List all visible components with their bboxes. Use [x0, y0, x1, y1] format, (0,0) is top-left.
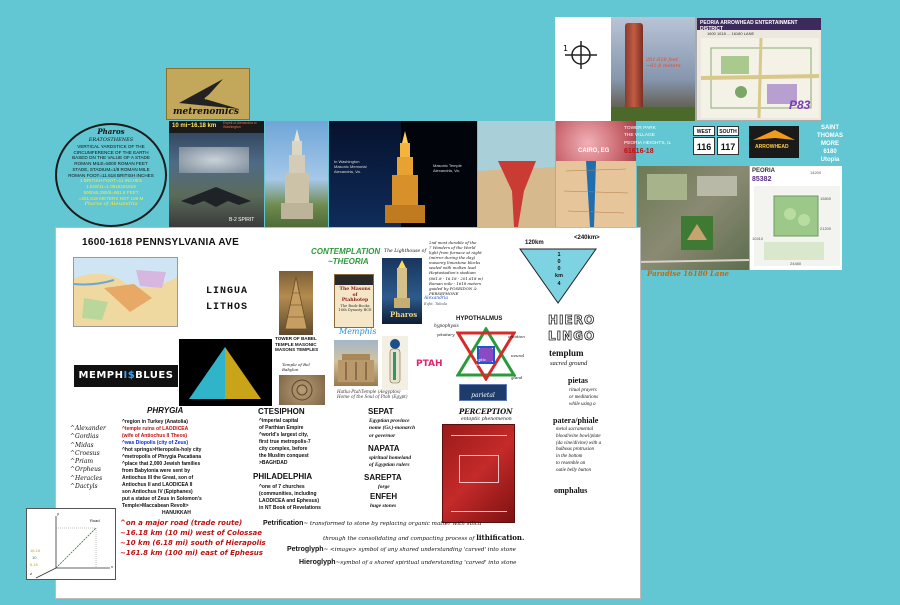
masonic-memorial-day-photo [265, 121, 328, 227]
phrygia-item: put a statue of Zeus in Solomon's [122, 496, 202, 502]
pietas-line: while using a [569, 401, 596, 407]
red-book-cover [442, 424, 515, 523]
philadelphia-title: PHILADELPHIA [253, 472, 313, 481]
axis-label: x [111, 564, 113, 569]
route-sign-west: WEST [693, 126, 715, 136]
pietas-line: ritual prayers [569, 388, 597, 393]
egypt-map [556, 161, 636, 227]
patera-line: bulbous protrusion [556, 447, 595, 453]
wonders-line: 2nd most durable of the [429, 240, 477, 245]
masonic-caption-2a: Masonic Temple [433, 163, 462, 168]
optic-word: creation [508, 334, 525, 339]
memphis-label: Memphis [339, 327, 377, 336]
peoria-map-label: 24480 [790, 261, 802, 266]
hieroglyph-def: ~symbol of a shared spiritual understanding 'carved' into stone [335, 560, 517, 566]
hathor-line: Home of the Soul of Ptah (Egypt) [337, 394, 408, 400]
tower-park-line: THE VILLAGE [624, 133, 655, 139]
sarepta-title: SAREPTA [364, 473, 402, 482]
triangle-digit: km [555, 273, 563, 280]
ctesiphon-title: CTESIPHON [258, 407, 305, 416]
stealth-caption: B-2 SPIRIT [229, 217, 255, 223]
district-subtitle: 1600 1618 ... 16180 LANE [707, 31, 755, 36]
patera-line: (da vine/divine) with a [556, 440, 602, 446]
triangle-digits [554, 252, 564, 288]
arrowhead-label: ARROWHEAD [755, 144, 789, 150]
philadelphia-item: (communities, including [259, 491, 317, 497]
masonic-tower-icon [279, 129, 315, 219]
phrygia-item: HANUKKAH [162, 510, 191, 516]
route-shield-116: 116 [693, 137, 715, 155]
metrenomics-logo [166, 68, 250, 120]
axis-label: 10 [32, 555, 37, 560]
tower-park-text [624, 125, 671, 158]
philadelphia-items [259, 484, 321, 512]
pharos-sub-line: Eqht. Tabula [424, 301, 448, 306]
ptahhotep-book-cover [334, 274, 374, 328]
blues-word: BLUES [135, 370, 174, 381]
nile-delta-map [478, 121, 555, 227]
pharos-line-yellow: =201.618 METERS NOT 185 M [78, 195, 144, 201]
peoria-sports-map [750, 166, 842, 270]
wonders-line: Roman mile - 1618 meters [429, 280, 482, 286]
route-sign-south: SOUTH [717, 126, 739, 136]
utopia-text [810, 124, 850, 164]
phrygia-name: ^Midas [70, 441, 94, 449]
napata-title: NAPATA [368, 444, 400, 453]
triangle-right-label: <240km> [574, 235, 600, 241]
cairo-label: CAIRO, EG [578, 148, 610, 154]
sarepta-sub: forge [378, 484, 390, 490]
perception-label: PERCEPTION [459, 407, 513, 416]
philadelphia-item: in NT Book of Revelations [259, 505, 321, 511]
dollar-word: I$ [123, 370, 136, 381]
patera-line: outie belly button [556, 467, 591, 473]
logo-text: metrenomics [173, 107, 239, 117]
arrowhead-logo [749, 126, 799, 158]
hathor-caption [337, 389, 407, 400]
ctesiphon-item: of Parthian Empire [259, 425, 304, 431]
address-heading: 1600-1618 PENNSYLVANIA AVE [82, 237, 240, 248]
p83-logo: P83 [789, 98, 811, 112]
triangle-digit: 0 [557, 259, 561, 266]
phrygia-title: PHRYGIA [147, 406, 184, 415]
wonders-line: 7 Wonders of the World [429, 245, 476, 251]
pharos-line-yellow: 1.618/11=1.0618181818 [86, 184, 136, 190]
memphis-blues-sign [74, 365, 178, 387]
pharos-title: Pharos [97, 127, 125, 136]
enfeh-title: ENFEH [370, 492, 398, 501]
wonders-line: (661.8 - 16.18 - 201.618 m) [429, 275, 483, 281]
phrygia-name: ^Alexander [70, 425, 106, 432]
phrygia-name: ^Orpheus [70, 466, 102, 474]
parietal-label [459, 384, 507, 401]
optic-word: neural [511, 353, 525, 358]
ruler-label: 10 mi~16.18 km [172, 123, 217, 129]
pharos-text-block [58, 128, 164, 208]
sacred-ground: sacred ground [550, 360, 588, 367]
pharos-line: VERTICAL YARDSTICK OF THE [77, 144, 145, 149]
3d-axes-diagram [26, 508, 116, 580]
svg-text:1: 1 [563, 44, 569, 53]
peoria-map-code: 85382 [752, 176, 772, 183]
temple-ruins-photo [279, 375, 325, 405]
petroglyph-term: Petroglyph [287, 546, 324, 553]
babel2-caption [282, 362, 310, 372]
optic-word: pituitary [437, 332, 455, 337]
stealth-bomber-photo [169, 121, 264, 227]
optic-triangle-diagram [456, 327, 516, 381]
napata-lines [369, 455, 411, 470]
babel-line: TOWER OF BABEL [275, 336, 317, 341]
pharos-line: BASED ON THE VALUE OF A STADE [72, 155, 150, 161]
phrygia-item: ^temple ruins of LAODICEA [122, 426, 189, 432]
lithos-word: LITHOS [206, 302, 249, 313]
pharos-line: ROMAN FOOT=11.618 BRITISH INCHES [68, 172, 154, 178]
phrygia-item: ^hot springs>Hieropolis-holy city [122, 447, 202, 453]
petroglyph-definition [287, 546, 516, 553]
book-line: The Masons [339, 287, 371, 292]
pharos-sub-line: Alexandria [424, 296, 449, 301]
paradise-label: Paradise 16180 Lane [647, 269, 730, 278]
ctesiphon-items [259, 418, 311, 467]
wonders-line: Heptastadion's stadium [429, 270, 476, 276]
ctesiphon-item: the Muslim conquest [259, 453, 309, 459]
sepat-line: nome (Gr.)-monarch [369, 425, 416, 432]
phrygia-names [70, 425, 106, 491]
optic-word: gland [511, 375, 523, 380]
axis-label: z [30, 571, 32, 576]
memph-word: MEMPH [78, 370, 124, 381]
triangle-digit: 4 [557, 280, 561, 287]
sepat-lines [369, 418, 415, 440]
napata-line: spiritual homeland [369, 455, 412, 461]
utopia-line: SAINT [821, 125, 839, 131]
philadelphia-item: ^one of 7 churches [259, 484, 305, 490]
tower-caption: 201.618 feet ~61.8 meters [646, 57, 681, 70]
masonic-caption-1b: Masonic Memorial [334, 164, 367, 169]
entoptic-label: entoptic phenomenon [461, 417, 512, 422]
hathor-temple-photo [334, 340, 378, 386]
road-item: ~16.18 km (10 mi) west of Colossae [120, 529, 262, 538]
patera-line: blood/wine bowl/plate [556, 433, 601, 439]
district-title: PEORIA ARROWHEAD ENTERTAINMENT DISTRICT [700, 20, 798, 32]
book-line: of [352, 292, 358, 298]
phrygia-name: ^Heracles [70, 474, 103, 482]
ctesiphon-item: >BAGHDAD [259, 460, 288, 466]
hiero-word: HIERO [548, 313, 596, 327]
phrygia-items [122, 419, 202, 517]
hieroglyph-definition [299, 559, 516, 566]
wonders-line: guided by POSEIDON & [429, 285, 477, 291]
pharos-line: STADE, STADIUM=1/8 ROMAN MILE [72, 166, 150, 172]
triangle-digit: 0 [557, 266, 561, 273]
phrygia-item: Antiochus III the Great, son of [122, 475, 194, 481]
hieroglyph-term: Hieroglyph [299, 559, 336, 566]
peoria-map-label: 21200 [820, 226, 832, 231]
phrygia-item: (wife of Antiochus II Theos) [122, 433, 188, 439]
phrygia-item: ^place that 2,000 Jewish families [122, 461, 201, 467]
optic-word: optic [476, 357, 487, 362]
patera-line: to resemble an [556, 460, 586, 466]
roads-list [120, 518, 266, 559]
optic-word: nerve [476, 362, 488, 367]
tower-photo-panel [555, 17, 695, 121]
pharos-line: ROMAN MILE=5000 ROMAN FEET [74, 161, 148, 167]
phrygia-item: Temple>Maccabean Revolt> [122, 503, 189, 509]
tower-park-line: PEORIA HEIGHTS, IL [624, 140, 672, 146]
lingua-word: LINGUA [206, 286, 249, 297]
pyramid-diagram [179, 339, 272, 406]
babel-caption [275, 336, 318, 353]
road-item: ~10 km (6.18 mi) south of Hierapolis [120, 539, 266, 548]
ctesiphon-item: ^world's largest city, [259, 432, 309, 438]
petrification-line2 [323, 533, 524, 542]
pharos-subtitle: ERATOSTHENES [88, 136, 134, 143]
ctesiphon-item: first true metropolis-7 [259, 439, 311, 445]
wonders-note [429, 240, 511, 296]
wonders-line: (mirror during the day) [429, 255, 476, 261]
stadium-aerial-photo [637, 166, 749, 270]
axis-label: y [57, 511, 59, 516]
utopia-line: MORE [821, 141, 839, 148]
masonic-caption-1a: In Washington [334, 159, 360, 164]
contemplation: CONTEMPLATION [311, 247, 381, 256]
theoria: ~THEORIA [328, 257, 369, 266]
main-panel [30, 227, 641, 599]
peoria-map-label: 15800 [820, 196, 832, 201]
philadelphia-item: LAODICEA and Ephesus) [259, 498, 320, 504]
axis-label: 6.18 [30, 562, 38, 567]
patera-line: metal sacramental [556, 427, 594, 432]
lithification-word: lithification. [476, 533, 525, 542]
petrification-definition [263, 520, 481, 527]
peoria-map-label: 14200 [810, 170, 822, 175]
triangle-top-label: 120km [525, 240, 544, 246]
tower-of-babel-painting [279, 271, 313, 335]
phrygia-item: ^was Diopolis (city of Zeus) [122, 440, 188, 446]
peoria-map-title: PEORIA [752, 168, 776, 174]
napata-line: of Egyptian rulers [369, 462, 410, 469]
petrification-line2-text: through the consolidating and compacting process of [323, 536, 475, 542]
book-line: Ptahhotep [341, 298, 369, 303]
sepat-title: SEPAT [368, 407, 394, 416]
parietal-text: parietal [471, 392, 495, 399]
ptah-label: PTAH [416, 359, 443, 369]
pharos-book-cover [382, 258, 422, 324]
book-line: 16th Dynasty BCE [338, 307, 372, 312]
templum-word: templum [549, 348, 584, 358]
petrification-def: ~ transformed to stone by replacing organic matter with silica [303, 521, 482, 527]
masonic-caption-2b: Alexandria, Va. [433, 168, 460, 173]
lit-tower-icon [385, 131, 425, 223]
peoria-map-label: 10410 [752, 236, 764, 241]
pietas-word: pietas [568, 376, 588, 385]
road-item: ~161.8 km (100 mi) east of Ephesus [120, 549, 263, 558]
road-item: ^on a major road (trade route) [120, 519, 243, 527]
pharos-line: CIRCUMFERENCE OF THE EARTH [73, 149, 149, 155]
phrygia-item: ^region in Turkey (Anatolia) [122, 419, 188, 425]
ptah-figure [382, 336, 408, 390]
nile-map-panel [478, 121, 555, 227]
water-tower [625, 23, 643, 109]
ptahhotep-book-text [337, 287, 373, 312]
utopia-line: THOMAS [817, 133, 843, 140]
ctesiphon-item: ^imperial capital [259, 418, 299, 424]
lighthouse-title: The Lighthouse of [384, 249, 427, 254]
stealth-bomber-icon [181, 183, 251, 213]
phrygia-item: ^metropolis of Phrygia Pacatiana [122, 454, 202, 460]
route-shield-117: 117 [717, 137, 739, 155]
phrygia-item: Antiochus II and LAODICEA II [122, 482, 193, 488]
patera-lines [556, 427, 601, 474]
book-line: The Book-Books [340, 303, 370, 308]
phrygia-item: from Babylonia were sent by [122, 468, 191, 474]
masonic-caption-1c: Alexandria, Va. [334, 169, 361, 174]
patera-word: patera/phiale [553, 416, 599, 425]
enfeh-sub: huge stones [370, 503, 397, 509]
tower-park-zip: 61616-18 [624, 148, 654, 156]
sepat-line: Egyptian province [369, 418, 410, 424]
hypothalmus-label: HYPOTHALMUS [456, 316, 503, 322]
pharos-book-sub [424, 296, 448, 306]
pharos-footer: Pharos of Alexandria [84, 201, 138, 208]
lingo-word: LINGO [548, 329, 596, 343]
ptah-icon [382, 336, 408, 390]
axis-label: Road [90, 518, 100, 523]
hathor-line: Hatka-PtahTemple (Aegyptos) [337, 389, 401, 394]
pietas-line: or meditations [569, 394, 599, 400]
temple-icon [334, 340, 378, 386]
sepat-line: or governor [369, 432, 396, 439]
omphalus-word: omphalus [554, 486, 588, 495]
ruins-icon [279, 375, 325, 405]
patera-line: in the bottom [556, 454, 583, 459]
masonic-memorial-night-photo [329, 121, 477, 227]
arrowhead-icon [749, 126, 799, 158]
petrification-term: Petrification [263, 520, 304, 527]
phrygia-name: ^Croesus [70, 449, 100, 457]
pharos-line-yellow: 5000x5,280/8=661.8 FEET [83, 189, 139, 195]
phrygia-name: ^Priam [70, 458, 94, 466]
ruler-sub: Espirit of Alexandria to Washington [223, 121, 257, 129]
middle-east-map [73, 257, 178, 327]
phrygia-name: ^Gordias [70, 433, 99, 441]
petroglyph-def: ~ <image> symbol of any shared understanding 'carved' into stone [323, 547, 516, 553]
ancient-map [74, 258, 178, 327]
utopia-line: 6180 [823, 149, 837, 156]
pharos-line-yellow: 1 BRITISH FOOT=11 INCHES [79, 178, 143, 184]
hypophysis-label: hypophysis [434, 324, 459, 329]
babel-tower-icon [279, 271, 313, 335]
ctesiphon-item: city complex, before [259, 446, 308, 452]
tower-park-line: TOWER PARK [624, 126, 656, 131]
pietas-lines [569, 388, 598, 408]
district-map-panel [696, 17, 822, 121]
phrygia-name: ^Dactyls [70, 482, 98, 490]
axis-label: 16.18 [30, 548, 41, 553]
phrygia-item: son Antiochus IV (Epiphanes) [122, 489, 193, 495]
wonders-line: masonry limestone blocks [429, 260, 481, 266]
wonders-line: light from furnace at night [429, 250, 482, 256]
babel-line: MASONS TEMPLES [275, 347, 319, 353]
wonders-line: sealed with molten lead [429, 265, 477, 271]
utopia-line: Utopia [820, 157, 840, 164]
compass-sketch-icon [561, 39, 605, 73]
wonders-line: PERSEPHONE [429, 290, 459, 296]
pharos-book-title: Pharos [390, 310, 418, 319]
triangle-digit: 1 [557, 252, 561, 258]
babel-line: TEMPLE MASONIC [275, 341, 317, 347]
stadium-aerial [637, 166, 749, 270]
babel2-line: Babylon [282, 367, 299, 372]
babel2-line: Temple of Bel [282, 362, 310, 367]
